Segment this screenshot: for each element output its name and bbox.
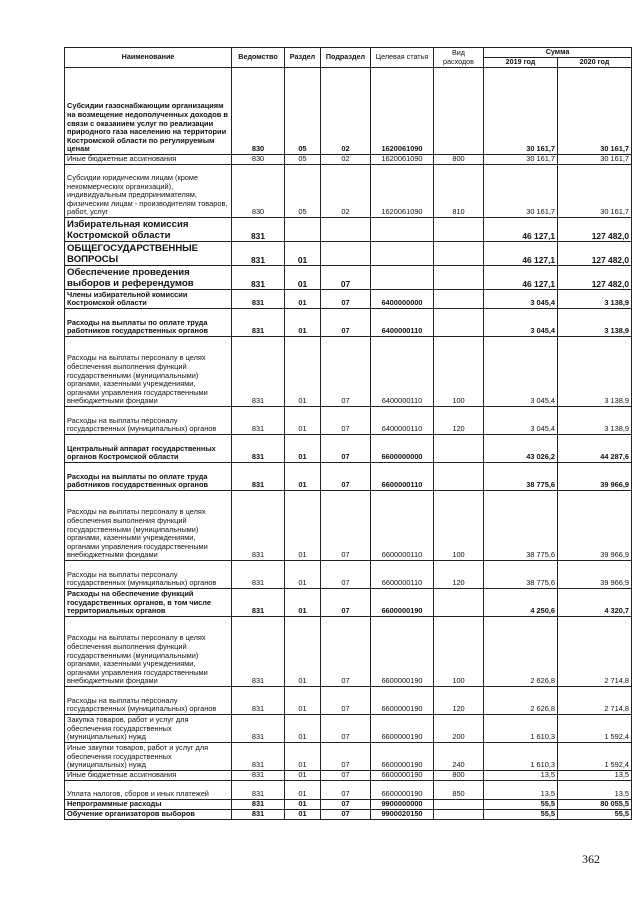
table-row (65, 771, 632, 781)
row-sum-2019: 38 775,6 (484, 561, 558, 589)
row-celevaya: 6400000110 (371, 337, 434, 407)
row-sum-2019: 43 026,2 (484, 435, 558, 463)
row-sum-2020: 3 138,9 (558, 337, 632, 407)
row-podrazdel: 07 (321, 687, 371, 715)
row-razdel: 01 (285, 337, 321, 407)
row-vedomstvo: 831 (232, 309, 285, 337)
table-row (65, 561, 632, 589)
budget-table (64, 47, 632, 820)
row-name: Обучение организаторов выборов (65, 810, 232, 820)
row-sum-2020: 80 055,5 (558, 800, 632, 810)
row-sum-2019: 55,5 (484, 800, 558, 810)
row-sum-2019: 13,5 (484, 771, 558, 781)
row-podrazdel: 07 (321, 266, 371, 290)
row-sum-2019: 46 127,1 (484, 218, 558, 242)
table-row (65, 155, 632, 165)
row-celevaya: 6600000190 (371, 687, 434, 715)
row-vid: 100 (434, 491, 484, 561)
row-celevaya: 6600000110 (371, 561, 434, 589)
table-row (65, 589, 632, 617)
row-sum-2019: 38 775,6 (484, 463, 558, 491)
row-vid: 240 (434, 743, 484, 771)
row-name: Члены избирательной комиссии Костромской области (65, 290, 232, 309)
budget-table-page (64, 47, 631, 820)
row-razdel: 01 (285, 687, 321, 715)
row-sum-2020: 2 714,8 (558, 617, 632, 687)
table-row (65, 810, 632, 820)
table-row (65, 491, 632, 561)
row-razdel: 01 (285, 435, 321, 463)
row-vedomstvo: 831 (232, 463, 285, 491)
row-celevaya: 9900020150 (371, 810, 434, 820)
header-summa: Сумма (484, 48, 632, 58)
row-vid: 100 (434, 337, 484, 407)
row-podrazdel: 07 (321, 561, 371, 589)
row-vedomstvo: 831 (232, 290, 285, 309)
row-sum-2020: 3 138,9 (558, 407, 632, 435)
row-sum-2020: 30 161,7 (558, 155, 632, 165)
row-celevaya: 6600000110 (371, 463, 434, 491)
row-razdel (285, 218, 321, 242)
row-sum-2019: 3 045,4 (484, 337, 558, 407)
page-number: 362 (582, 852, 600, 866)
row-podrazdel: 07 (321, 337, 371, 407)
row-razdel: 01 (285, 810, 321, 820)
row-podrazdel: 07 (321, 290, 371, 309)
row-celevaya: 6600000190 (371, 715, 434, 743)
row-vedomstvo: 831 (232, 589, 285, 617)
row-sum-2020: 3 138,9 (558, 309, 632, 337)
row-vedomstvo: 831 (232, 218, 285, 242)
row-razdel: 01 (285, 589, 321, 617)
row-celevaya: 6600000000 (371, 435, 434, 463)
row-name: Непрограммные расходы (65, 800, 232, 810)
table-row (65, 617, 632, 687)
row-sum-2020: 3 138,9 (558, 290, 632, 309)
row-name: Расходы на выплаты персоналу государственных (муниципальных) органов (65, 561, 232, 589)
row-name: Расходы на выплаты персоналу государственных (муниципальных) органов (65, 407, 232, 435)
table-row (65, 218, 632, 242)
row-name: Расходы на выплаты персоналу в целях обеспечения выполнения функций государственными (муниципальными) органами, казенными учреждениями, органами управления государственными внебюджетными фондами (65, 491, 232, 561)
row-vid (434, 435, 484, 463)
row-podrazdel: 07 (321, 491, 371, 561)
row-razdel: 01 (285, 617, 321, 687)
row-sum-2020: 127 482,0 (558, 266, 632, 290)
row-vedomstvo: 831 (232, 337, 285, 407)
row-celevaya (371, 218, 434, 242)
row-vedomstvo: 830 (232, 155, 285, 165)
row-vedomstvo: 831 (232, 771, 285, 781)
row-sum-2019: 30 161,7 (484, 165, 558, 218)
row-sum-2019: 1 610,3 (484, 715, 558, 743)
table-row (65, 242, 632, 266)
row-razdel: 01 (285, 800, 321, 810)
row-sum-2019: 2 626,8 (484, 687, 558, 715)
row-podrazdel: 07 (321, 715, 371, 743)
header-podrazdel: Подраздел (321, 48, 371, 68)
row-sum-2019: 30 161,7 (484, 155, 558, 165)
row-sum-2020: 4 320,7 (558, 589, 632, 617)
row-sum-2019: 13,5 (484, 781, 558, 800)
row-celevaya: 6400000110 (371, 309, 434, 337)
row-vid (434, 266, 484, 290)
row-podrazdel: 07 (321, 800, 371, 810)
row-sum-2019: 30 161,7 (484, 68, 558, 155)
table-row (65, 165, 632, 218)
header-2020: 2020 год (558, 58, 632, 68)
row-name: Расходы на выплаты по оплате труда работников государственных органов (65, 309, 232, 337)
table-row (65, 266, 632, 290)
row-sum-2020: 127 482,0 (558, 218, 632, 242)
row-sum-2020: 1 592,4 (558, 743, 632, 771)
row-razdel: 01 (285, 781, 321, 800)
row-name: Расходы на выплаты персоналу в целях обеспечения выполнения функций государственными (муниципальными) органами, казенными учреждениями, органами управления государственными внебюджетными фондами (65, 337, 232, 407)
row-name: Расходы на выплаты по оплате труда работников государственных органов (65, 463, 232, 491)
row-vid: 100 (434, 617, 484, 687)
row-podrazdel: 07 (321, 309, 371, 337)
row-sum-2020: 2 714,8 (558, 687, 632, 715)
row-razdel: 01 (285, 771, 321, 781)
row-celevaya: 6400000110 (371, 407, 434, 435)
row-sum-2020: 13,5 (558, 781, 632, 800)
row-razdel: 01 (285, 242, 321, 266)
row-sum-2020: 39 966,9 (558, 561, 632, 589)
row-sum-2019: 46 127,1 (484, 266, 558, 290)
row-podrazdel (321, 242, 371, 266)
row-name: Иные бюджетные ассигнования (65, 155, 232, 165)
table-row (65, 463, 632, 491)
row-celevaya: 1620061090 (371, 68, 434, 155)
table-row (65, 68, 632, 155)
row-name: Обеспечение проведения выборов и референдумов (65, 266, 232, 290)
row-name: Расходы на обеспечение функций государственных органов, в том числе территориальных органов (65, 589, 232, 617)
row-sum-2019: 1 610,3 (484, 743, 558, 771)
row-celevaya: 6400000000 (371, 290, 434, 309)
row-razdel: 01 (285, 491, 321, 561)
row-vedomstvo: 830 (232, 68, 285, 155)
row-name: Уплата налогов, сборов и иных платежей (65, 781, 232, 800)
table-row (65, 687, 632, 715)
row-razdel: 01 (285, 561, 321, 589)
row-podrazdel: 07 (321, 463, 371, 491)
row-name: ОБЩЕГОСУДАРСТВЕННЫЕ ВОПРОСЫ (65, 242, 232, 266)
row-sum-2019: 46 127,1 (484, 242, 558, 266)
row-vid (434, 309, 484, 337)
row-vedomstvo: 831 (232, 810, 285, 820)
row-vid: 850 (434, 781, 484, 800)
row-podrazdel: 07 (321, 407, 371, 435)
row-vedomstvo: 831 (232, 242, 285, 266)
row-vid (434, 589, 484, 617)
row-name: Иные бюджетные ассигнования (65, 771, 232, 781)
row-vedomstvo: 831 (232, 743, 285, 771)
table-row (65, 743, 632, 771)
row-celevaya: 6600000110 (371, 491, 434, 561)
row-vedomstvo: 831 (232, 687, 285, 715)
row-razdel: 01 (285, 266, 321, 290)
row-vid (434, 810, 484, 820)
row-vid (434, 242, 484, 266)
row-vid: 800 (434, 771, 484, 781)
row-name: Избирательная комиссия Костромской области (65, 218, 232, 242)
table-row (65, 407, 632, 435)
row-vedomstvo: 831 (232, 800, 285, 810)
row-razdel: 05 (285, 165, 321, 218)
row-celevaya: 6600000190 (371, 781, 434, 800)
table-body (65, 68, 632, 820)
row-vid: 120 (434, 687, 484, 715)
row-name: Центральный аппарат государственных органов Костромской области (65, 435, 232, 463)
row-name: Иные закупки товаров, работ и услуг для обеспечения государственных (муниципальных) нужд (65, 743, 232, 771)
row-name: Субсидии газоснабжающим организациям на возмещение недополученных доходов в связи с оказанием услуг по реализации природного газа населению на территории Костромской области по регулируемым ценам (65, 68, 232, 155)
row-sum-2019: 4 250,6 (484, 589, 558, 617)
row-vid (434, 68, 484, 155)
row-celevaya (371, 266, 434, 290)
row-sum-2020: 44 287,6 (558, 435, 632, 463)
row-sum-2020: 13,5 (558, 771, 632, 781)
row-podrazdel: 07 (321, 589, 371, 617)
row-vid (434, 800, 484, 810)
row-podrazdel: 07 (321, 435, 371, 463)
row-razdel: 05 (285, 155, 321, 165)
row-sum-2019: 55,5 (484, 810, 558, 820)
row-vedomstvo: 831 (232, 435, 285, 463)
row-razdel: 01 (285, 743, 321, 771)
row-vid: 120 (434, 407, 484, 435)
row-podrazdel: 02 (321, 155, 371, 165)
row-sum-2020: 39 966,9 (558, 463, 632, 491)
row-celevaya: 6600000190 (371, 617, 434, 687)
table-row (65, 290, 632, 309)
row-razdel: 01 (285, 407, 321, 435)
row-podrazdel: 07 (321, 810, 371, 820)
row-sum-2019: 3 045,4 (484, 407, 558, 435)
row-celevaya: 1620061090 (371, 165, 434, 218)
table-row (65, 715, 632, 743)
row-sum-2019: 2 626,8 (484, 617, 558, 687)
row-vedomstvo: 831 (232, 561, 285, 589)
row-podrazdel: 02 (321, 165, 371, 218)
table-row (65, 435, 632, 463)
row-celevaya: 9900000000 (371, 800, 434, 810)
row-podrazdel (321, 218, 371, 242)
row-sum-2020: 127 482,0 (558, 242, 632, 266)
table-row (65, 309, 632, 337)
header-vedomstvo: Ведомство (232, 48, 285, 68)
table-row (65, 800, 632, 810)
table-row (65, 337, 632, 407)
row-sum-2019: 38 775,6 (484, 491, 558, 561)
row-name: Субсидии юридическим лицам (кроме некоммерческих организаций), индивидуальным предпринимателям, физическим лицам - производителям товаров, работ, услуг (65, 165, 232, 218)
row-sum-2020: 39 966,9 (558, 491, 632, 561)
row-celevaya: 6600000190 (371, 589, 434, 617)
row-podrazdel: 07 (321, 781, 371, 800)
row-vid: 800 (434, 155, 484, 165)
row-vedomstvo: 831 (232, 617, 285, 687)
row-sum-2019: 3 045,4 (484, 290, 558, 309)
row-vid (434, 463, 484, 491)
row-razdel: 01 (285, 715, 321, 743)
header-name: Наименование (65, 48, 232, 68)
row-podrazdel: 07 (321, 771, 371, 781)
row-vedomstvo: 830 (232, 165, 285, 218)
row-vedomstvo: 831 (232, 407, 285, 435)
row-sum-2020: 55,5 (558, 810, 632, 820)
row-vedomstvo: 831 (232, 781, 285, 800)
row-razdel: 01 (285, 309, 321, 337)
header-celevaya: Целевая статья (371, 48, 434, 68)
header-2019: 2019 год (484, 58, 558, 68)
row-vid (434, 218, 484, 242)
header-razdel: Раздел (285, 48, 321, 68)
row-celevaya: 6600000190 (371, 771, 434, 781)
row-vid: 200 (434, 715, 484, 743)
row-podrazdel: 07 (321, 617, 371, 687)
row-celevaya: 6600000190 (371, 743, 434, 771)
row-name: Расходы на выплаты персоналу в целях обеспечения выполнения функций государственными (муниципальными) органами, казенными учреждениями, органами управления государственными внебюджетными фондами (65, 617, 232, 687)
row-vedomstvo: 831 (232, 715, 285, 743)
table-row (65, 781, 632, 800)
row-sum-2019: 3 045,4 (484, 309, 558, 337)
row-razdel: 01 (285, 290, 321, 309)
row-vid (434, 290, 484, 309)
row-vedomstvo: 831 (232, 491, 285, 561)
header-vid: Вид расходов (434, 48, 484, 68)
row-sum-2020: 30 161,7 (558, 165, 632, 218)
row-vid: 810 (434, 165, 484, 218)
row-sum-2020: 1 592,4 (558, 715, 632, 743)
row-vid: 120 (434, 561, 484, 589)
row-name: Расходы на выплаты персоналу государственных (муниципальных) органов (65, 687, 232, 715)
row-sum-2020: 30 161,7 (558, 68, 632, 155)
row-razdel: 01 (285, 463, 321, 491)
row-celevaya: 1620061090 (371, 155, 434, 165)
row-vedomstvo: 831 (232, 266, 285, 290)
row-name: Закупка товаров, работ и услуг для обеспечения государственных (муниципальных) нужд (65, 715, 232, 743)
row-podrazdel: 02 (321, 68, 371, 155)
row-razdel: 05 (285, 68, 321, 155)
row-celevaya (371, 242, 434, 266)
row-podrazdel: 07 (321, 743, 371, 771)
